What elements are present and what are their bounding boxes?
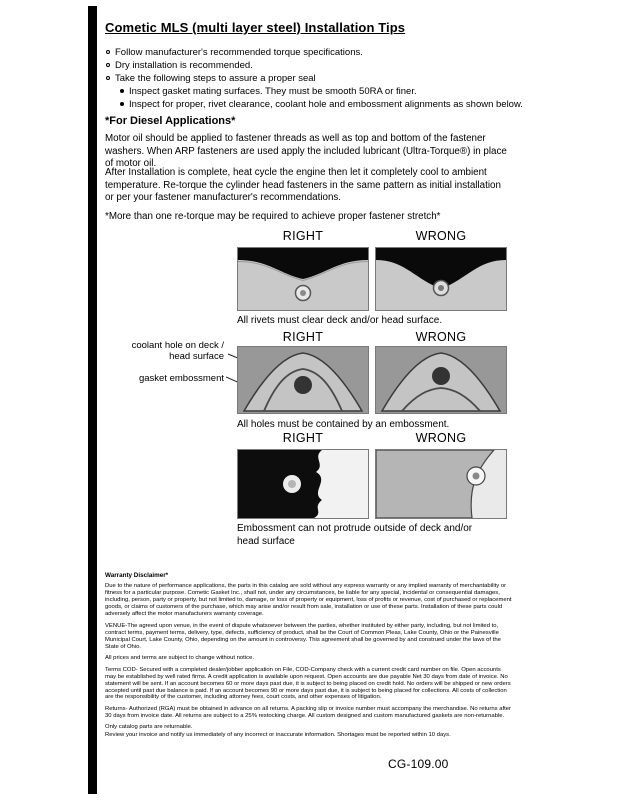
coolant-hole-icon [432, 367, 450, 385]
page-title: Cometic MLS (multi layer steel) Installation Tips [105, 20, 406, 35]
diesel-applications-heading: *For Diesel Applications* [105, 115, 236, 127]
tip-text: Inspect gasket mating surfaces. They must be smooth 50RA or finer. [129, 86, 417, 98]
coolant-hole-icon [294, 376, 312, 394]
disclaimer-paragraph: VENUE-The agreed upon venue, in the event of dispute whatsoever between the parties, whether instituted by either party, including, but not limited to, contract terms, payment terms, delivery, type, defects, sufficiency of product, shall be the Court of Common Pleas, Lake County, Ohio or the Painesville Municipal Court, Lake County, Ohio, depending on the amount in controversy. This agreement shall be governed by and construed under the laws of the State of Ohio. [105, 622, 501, 650]
warranty-disclaimer [105, 572, 512, 744]
diesel-paragraph-1: Motor oil should be applied to fastener threads as well as top and bottom of the fastener washers. When ARP fasteners are used apply the included lubricant (Ultra-Torque®) in place of motor oil. [105, 133, 507, 170]
diagram-rivet-right [237, 247, 369, 311]
row2-caption: All holes must be contained by an embossment. [237, 419, 450, 430]
disclaimer-paragraph: Only catalog parts are returnable. [105, 724, 193, 731]
diagram-embossment-wrong [375, 346, 507, 414]
tip-item [105, 72, 550, 85]
right-label-row1: RIGHT [282, 229, 324, 243]
installation-tips-list [105, 46, 550, 112]
disclaimer-paragraph: Due to the nature of performance applications, the parts in this catalog are sold without any express warranty or any implied warranty of merchantability or fitness for a particular purpose. Cometic Gasket Inc., shall not, under any circumstances, be liable for any special, incidental or consequential damages, including, person, party or property, but not limited to, damage, or loss of property or equipment, loss of profits or revenue, cost of purchased or replacement goods, or claims of customers of the purchase, which may arise and/or result from sale, installation or use of these parts. Installation of these parts could adversely affect the motor manufacturers warranty coverage. [105, 583, 512, 618]
left-edge-bar [88, 6, 97, 794]
tip-text: Take the following steps to assure a proper seal [115, 73, 316, 85]
tip-text: Dry installation is recommended. [115, 60, 253, 72]
row3-caption: Embossment can not protrude outside of deck and/or head surface [237, 523, 473, 547]
right-label-row2: RIGHT [282, 330, 324, 344]
tip-item [105, 59, 550, 72]
disclaimer-paragraph: Returns- Authorized (RGA) must be obtained in advance on all returns. A packing slip or invoice number must accompany the merchandise. No returns after 30 days from invoice date. All returns are subject to a 25% restocking charge. All custom designed and custom manufactured gaskets are non-returnable. [105, 705, 512, 719]
disclaimer-heading: Warranty Disclaimer* [105, 572, 169, 579]
diagram-embossment-right [237, 346, 369, 414]
wrong-label-row2: WRONG [415, 330, 467, 344]
coolant-hole-callout: coolant hole on deck / head surface [131, 340, 224, 363]
retorque-note: *More than one re-torque may be required to achieve proper fastener stretch* [105, 211, 441, 222]
deck-right-illustration [238, 450, 368, 518]
embossment-right-illustration [238, 347, 368, 413]
filled-bullet-icon [120, 102, 124, 106]
deck-wrong-illustration [376, 450, 506, 518]
diagram-rivet-wrong [375, 247, 507, 311]
filled-bullet-icon [120, 89, 124, 93]
row1-caption: All rivets must clear deck and/or head surface. [237, 315, 443, 326]
tip-sub-item [105, 98, 550, 111]
disclaimer-paragraph: Terms COD- Secured with a completed dealer/jobber application on File, COD-Company check with a current credit card number on file. Open accounts may be established by well rated firms. A credit application is available upon request. Open accounts are due payable Net 30 days from date of invoice. No statement will be sent. If an account becomes 60 or more days past due, it is subject to being placed on credit hold. No orders will be shipped or new orders accepted until past due balance is paid. If an account becomes 90 or more days past due, it is subject to being placed for collections. All costs of collection are the responsibility of the customer, including attorney fees, court costs, and other expenses of litigation. [105, 666, 511, 701]
open-bullet-icon [106, 76, 110, 80]
gasket-embossment-callout: gasket embossment [138, 373, 224, 384]
rivet-wrong-illustration [376, 248, 506, 310]
open-bullet-icon [106, 50, 110, 54]
page-code: CG-109.00 [388, 757, 449, 771]
rivet-right-illustration [238, 248, 368, 310]
embossment-wrong-illustration [376, 347, 506, 413]
tip-item [105, 46, 550, 59]
tip-text: Follow manufacturer's recommended torque specifications. [115, 47, 363, 58]
tip-sub-item [105, 85, 550, 98]
disclaimer-paragraph: Review your invoice and notify us immediately of any incorrect or inaccurate information. Shortages must be reported within 10 days. [105, 732, 451, 739]
right-label-row3: RIGHT [282, 431, 324, 445]
diagram-deck-wrong [375, 449, 507, 519]
disclaimer-paragraph: All prices and terms are subject to change without notice. [105, 655, 254, 662]
open-bullet-icon [106, 63, 110, 67]
diagram-deck-right [237, 449, 369, 519]
wrong-label-row1: WRONG [415, 229, 467, 243]
diesel-paragraph-2: After Installation is complete, heat cycle the engine then let it completely cool to ambient temperature. Re-torque the cylinder head fasteners in the same pattern as initial installation or per your fastener manufacturer's recommendations. [105, 167, 501, 204]
wrong-label-row3: WRONG [415, 431, 467, 445]
tip-text: Inspect for proper, rivet clearance, coolant hole and embossment alignments as shown below. [129, 99, 523, 111]
